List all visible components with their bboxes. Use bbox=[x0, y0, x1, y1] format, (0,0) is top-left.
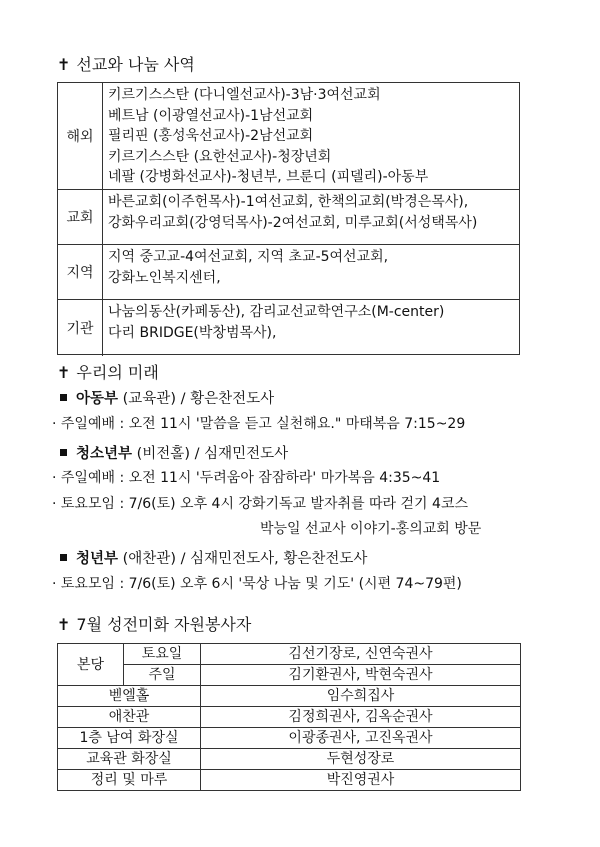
future-section-title: 우리의 미래 bbox=[76, 363, 159, 382]
mission-line: 베트남 (이광열선교사)-1남선교회 bbox=[108, 107, 314, 124]
dept-place: (애찬관) bbox=[122, 551, 176, 567]
mission-line: 강화노인복지센터, bbox=[108, 269, 221, 286]
volunteer-section-title: 7월 성전미화 자원봉사자 bbox=[76, 615, 252, 634]
place-cell: 벧엘홀 bbox=[58, 686, 201, 707]
mission-line: 나눔의동산(카페동산), 감리교선교학연구소(M-center) bbox=[108, 304, 445, 320]
names-cell: 김정희권사, 김옥순권사 bbox=[201, 707, 521, 728]
mission-line: 다리 BRIDGE(박창범목사), bbox=[108, 324, 277, 341]
table-row bbox=[58, 770, 521, 791]
place-cell: 주일 bbox=[124, 665, 201, 686]
dept-place: (교육관) bbox=[122, 391, 176, 407]
table-row bbox=[58, 644, 521, 665]
mission-row-content bbox=[108, 192, 477, 233]
cross-icon: ✝ bbox=[57, 55, 71, 74]
future-section-heading bbox=[57, 360, 159, 383]
names-cell: 박진영권사 bbox=[201, 770, 521, 791]
square-bullet-icon bbox=[60, 394, 67, 401]
names-cell: 김기환권사, 박현숙권사 bbox=[201, 665, 521, 686]
mission-row-content bbox=[108, 85, 428, 188]
names-cell: 두현성장로 bbox=[201, 749, 521, 770]
mission-line: 필리핀 (홍성욱선교사)-2남선교회 bbox=[108, 128, 314, 144]
dept-name: 청소년부 bbox=[76, 446, 133, 462]
square-bullet-icon bbox=[60, 449, 67, 456]
mission-row-church bbox=[58, 190, 519, 245]
table-row bbox=[58, 728, 521, 749]
mission-row-label: 기관 bbox=[58, 300, 103, 356]
names-cell: 김선기장로, 신연숙권사 bbox=[201, 644, 521, 665]
place-cell: 교육관 화장실 bbox=[58, 749, 201, 770]
mission-section-title: 선교와 나눔 사역 bbox=[76, 55, 195, 74]
mission-table bbox=[57, 82, 520, 355]
dept-place: (비전홀) bbox=[136, 446, 190, 462]
children-dept-header bbox=[60, 387, 274, 408]
volunteer-section-heading bbox=[57, 612, 251, 635]
place-cell: 애찬관 bbox=[58, 707, 201, 728]
names-cell: 임수희집사 bbox=[201, 686, 521, 707]
youth-dept-header bbox=[60, 442, 288, 463]
schedule-line: · 주일예배 : 오전 11시 '두려움아 잠잠하라' 마가복음 4:35~41 bbox=[52, 470, 441, 486]
mission-row-label: 교회 bbox=[58, 190, 103, 244]
mission-row-region bbox=[58, 245, 519, 300]
table-row bbox=[58, 749, 521, 770]
place-cell: 정리 및 마루 bbox=[58, 770, 201, 791]
mission-line: 지역 중고교-4여선교회, 지역 초교-5여선교회, bbox=[108, 249, 389, 265]
dept-leader: / 심재민전도사, 황은찬전도사 bbox=[180, 551, 368, 567]
mission-line: 강화우리교회(강영덕목사)-2여선교회, 미루교회(서성택목사) bbox=[108, 214, 478, 231]
mission-row-institution bbox=[58, 300, 519, 356]
schedule-line: · 토요모임 : 7/6(토) 오후 4시 강화기독교 발자취를 따라 걷기 4코스 bbox=[52, 496, 468, 512]
mission-line: 키르기스스탄 (요한선교사)-청장년회 bbox=[108, 148, 332, 165]
mission-line: 바른교회(이주헌목사)-1여선교회, 한책의교회(박경은목사), bbox=[108, 194, 469, 210]
mission-row-overseas bbox=[58, 83, 519, 190]
table-row bbox=[58, 686, 521, 707]
place-cell: 1층 남여 화장실 bbox=[58, 728, 201, 749]
mission-row-content bbox=[108, 247, 388, 288]
mission-row-content bbox=[108, 302, 444, 343]
dept-name: 아동부 bbox=[76, 391, 119, 407]
volunteer-table bbox=[57, 643, 521, 791]
schedule-line: 박능일 선교사 이야기-홍의교회 방문 bbox=[260, 521, 482, 537]
table-row bbox=[58, 665, 521, 686]
square-bullet-icon bbox=[60, 554, 67, 561]
mission-line: 키르기스스탄 (다니엘선교사)-3남·3여선교회 bbox=[108, 87, 381, 103]
place-cell: 토요일 bbox=[124, 644, 201, 665]
mission-row-label: 지역 bbox=[58, 245, 103, 299]
dept-leader: / 심재민전도사 bbox=[194, 446, 289, 462]
mission-row-label: 해외 bbox=[58, 83, 103, 189]
dept-leader: / 황은찬전도사 bbox=[180, 391, 275, 407]
cross-icon: ✝ bbox=[57, 363, 71, 382]
bondang-label: 본당 bbox=[58, 644, 124, 686]
names-cell: 이광종권사, 고진옥권사 bbox=[201, 728, 521, 749]
schedule-line: · 토요모임 : 7/6(토) 오후 6시 '묵상 나눔 및 기도' (시편 74~79편) bbox=[52, 576, 462, 592]
young-adult-dept-header bbox=[60, 547, 367, 568]
mission-line: 네팔 (강병화선교사)-청년부, 브룬디 (피델리)-아동부 bbox=[108, 169, 429, 185]
dept-name: 청년부 bbox=[76, 551, 119, 567]
mission-section-heading bbox=[57, 52, 195, 75]
schedule-line: · 주일예배 : 오전 11시 '말씀을 듣고 실천해요." 마태복음 7:15~29 bbox=[52, 416, 466, 432]
table-row bbox=[58, 707, 521, 728]
cross-icon: ✝ bbox=[57, 615, 71, 634]
